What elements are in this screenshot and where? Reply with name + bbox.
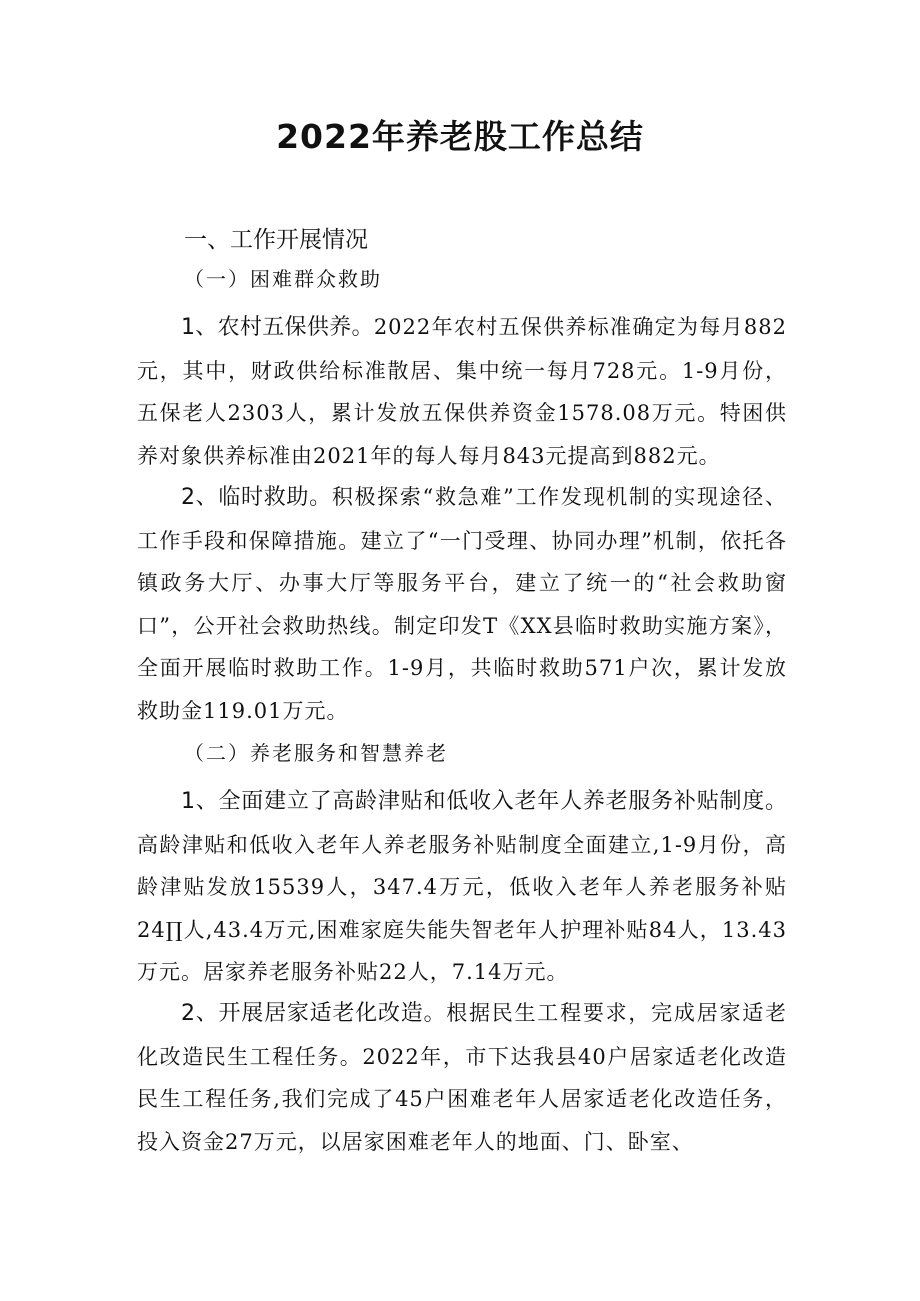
section-heading-work-status: 一、工作开展情况 <box>184 227 368 253</box>
paragraph-temporary-assistance <box>137 476 787 732</box>
paragraph-lead: 2、开展居家适老化改造。 <box>181 1001 447 1026</box>
paragraph-home-renovation <box>137 992 787 1163</box>
paragraph-lead: 1、农村五保供养。 <box>181 315 374 340</box>
paragraph-body: 高龄津贴和低收入老年人养老服务补贴制度全面建立,1-9月份，高龄津贴发放15539人，347.4万元，低收入老年人养老服务补贴24∏人,43.4万元,困难家庭失能失智老年人护理补贴84人，13.43万元。居家养老服务补贴22人，7.14万元。 <box>137 832 787 984</box>
paragraph-lead: 1、全面建立了高龄津贴和低收入老年人养老服务补贴制度。 <box>181 789 787 814</box>
paragraph-rural-five-guarantees <box>137 306 787 477</box>
paragraph-elderly-allowance <box>137 780 787 994</box>
paragraph-lead: 2、临时救助。 <box>181 485 332 510</box>
subsection-heading-assistance: （一）困难群众救助 <box>184 267 382 291</box>
paragraph-body: 积极探索“救急难”工作发现机制的实现途径、工作手段和保障措施。建立了“一门受理、协同办理”机制，依托各镇政务大厅、办事大厅等服务平台，建立了统一的“社会救助窗口”，公开社会救助热线。制定印发T《XX县临时救助实施方案》，全面开展临时救助工作。1-9月，共临时救助571户次，累计发放救助金119.01万元。 <box>137 485 787 723</box>
paragraph-body: 2022年农村五保供养标准确定为每月882元，其中，财政供给标准散居、集中统一每月728元。1-9月份，五保老人2303人，累计发放五保供养资金1578.08万元。特困供养对象供养标准由2021年的每人每月843元提高到882元。 <box>137 315 788 468</box>
paragraph-body: 根据民生工程要求，完成居家适老化改造民生工程任务。2022年，市下达我县40户居家适老化改造民生工程任务,我们完成了45户困难老年人居家适老化改造任务，投入资金27万元，以居家困难老年人的地面、门、卧室、 <box>137 1001 788 1154</box>
document-title: 2022年养老股工作总结 <box>276 117 644 156</box>
subsection-heading-elderly-services: （二）养老服务和智慧养老 <box>184 741 448 765</box>
